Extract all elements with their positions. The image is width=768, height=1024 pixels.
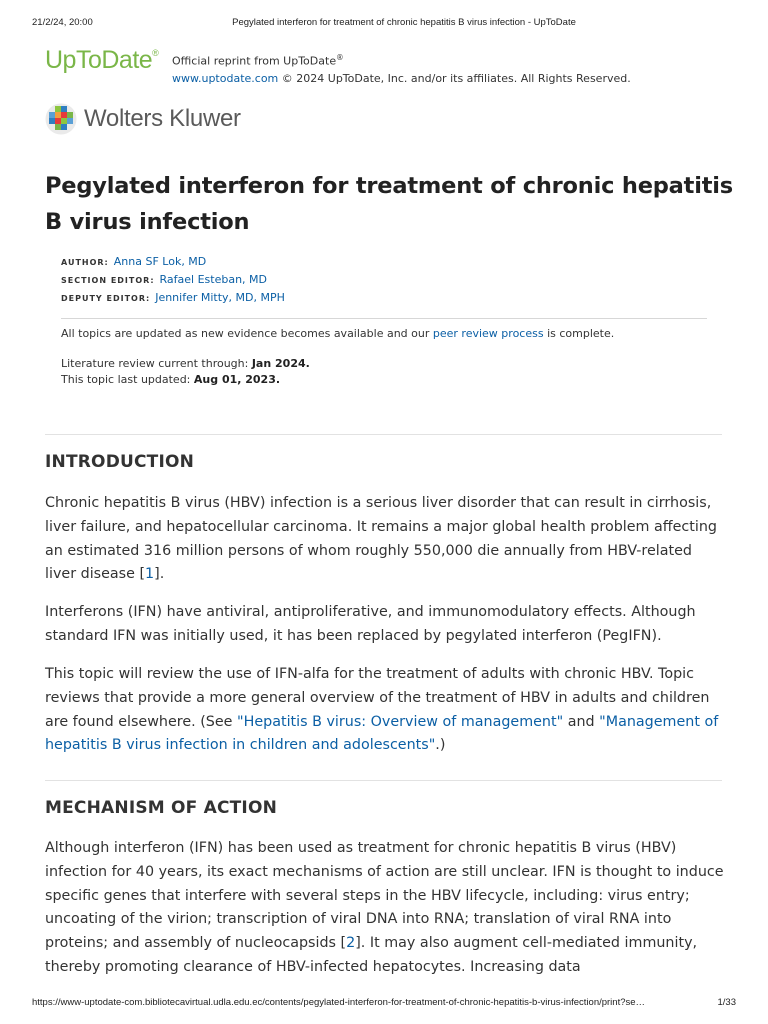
print-page-title: Pegylated interferon for treatment of chronic hepatitis B virus infection - UpToDate <box>232 17 576 28</box>
heading-introduction: INTRODUCTION <box>45 452 195 472</box>
wolters-kluwer-wordmark: Wolters Kluwer <box>84 105 241 132</box>
peer-review-link[interactable]: peer review process <box>432 327 544 340</box>
wolters-kluwer-mosaic-icon <box>45 103 77 135</box>
credit-role: DEPUTY EDITOR: <box>61 294 151 303</box>
lit-review-label: Literature review current through: <box>61 357 252 370</box>
reference-link-1[interactable]: 1 <box>145 566 155 583</box>
update-notice <box>61 325 614 342</box>
print-url: https://www-uptodate-com.bibliotecavirtual.udla.edu.ec/contents/pegylated-interferon-for-treatment-of-chronic-hepatitis-b-virus-infection/print?se… <box>32 997 646 1008</box>
page-number: 1/33 <box>717 997 736 1008</box>
notice-text-after: is complete. <box>543 327 615 340</box>
hbv-children-link[interactable]: "Management of hepatitis B virus infection in children and adolescents" <box>45 713 719 754</box>
last-updated-line <box>61 372 310 388</box>
intro-p3-text-c: .) <box>435 737 446 754</box>
intro-paragraph-3 <box>45 663 725 758</box>
intro-p1-text: Chronic hepatitis B virus (HBV) infection is a serious liver disorder that can result in cirrhosis, liver failure, and hepatocellular carcinoma. It remains a major global health problem affecting an estimated 316 million persons of whom roughly 550,000 die annually from HBV-related liver disease [ <box>45 495 717 583</box>
section-editor-link[interactable]: Rafael Esteban, MD <box>159 273 268 286</box>
intro-p3-text-b: and <box>563 713 600 730</box>
print-footer <box>32 997 736 1009</box>
credit-deputy-editor <box>61 289 285 307</box>
copyright-text: © 2024 UpToDate, Inc. and/or its affiliates. All Rights Reserved. <box>278 71 631 85</box>
credit-role: AUTHOR: <box>61 258 109 267</box>
literature-review-line <box>61 356 310 372</box>
uptodate-logo-text: UpToDate <box>45 46 153 74</box>
reprint-registered-mark: ® <box>336 53 344 62</box>
intro-paragraph-1 <box>45 492 725 587</box>
reprint-line: Official reprint from UpToDate <box>172 54 337 68</box>
uptodate-site-link[interactable]: www.uptodate.com <box>172 71 279 85</box>
heading-mechanism-of-action: MECHANISM OF ACTION <box>45 798 278 818</box>
credit-role: SECTION EDITOR: <box>61 276 155 285</box>
print-header <box>32 17 736 29</box>
article-title: Pegylated interferon for treatment of chronic hepatitis B virus infection <box>45 173 733 235</box>
mechanism-p1-text: Although interferon (IFN) has been used as treatment for chronic hepatitis B virus (HBV) infection for 40 years, its exact mechanisms of action are still unclear. IFN is thought to induce specific genes that interfere with several steps in the HBV lifecycle, including: virus entry; uncoating of the virion; transcription of viral DNA into RNA; translation of viral RNA into proteins; and assembly of nucleocapsids [ <box>45 840 724 952</box>
hbv-overview-link[interactable]: "Hepatitis B virus: Overview of management" <box>237 713 564 730</box>
article-credits <box>61 253 285 307</box>
last-updated-value: Aug 01, 2023. <box>193 373 281 386</box>
registered-mark: ® <box>152 48 159 58</box>
intro-p1-end: ]. <box>154 566 165 583</box>
deputy-editor-link[interactable]: Jennifer Mitty, MD, MPH <box>155 291 285 304</box>
review-dates <box>61 356 310 388</box>
notice-text-before: All topics are updated as new evidence becomes available and our <box>61 327 433 340</box>
reprint-notice <box>172 49 631 87</box>
author-link[interactable]: Anna SF Lok, MD <box>113 255 207 268</box>
intro-p3-text-a: This topic will review the use of IFN-alfa for the treatment of adults with chronic HBV. Topic reviews that provide a more general overview of the treatment of HBV in adults and children are found elsewhere. (See <box>45 666 710 730</box>
section-divider <box>45 434 722 435</box>
mechanism-p1-end: ]. It may also augment cell-mediated immunity, thereby promoting clearance of HBV-infected hepatocytes. Increasing data <box>45 935 698 975</box>
lit-review-value: Jan 2024. <box>251 357 310 370</box>
credit-author <box>61 253 285 271</box>
section-divider <box>45 780 722 781</box>
last-updated-label: This topic last updated: <box>61 373 194 386</box>
uptodate-logo[interactable] <box>45 46 158 75</box>
credit-section-editor <box>61 271 285 289</box>
divider <box>61 318 707 319</box>
print-timestamp: 21/2/24, 20:00 <box>32 17 93 28</box>
mechanism-paragraph-1 <box>45 837 725 980</box>
reference-link-2[interactable]: 2 <box>346 935 356 952</box>
intro-paragraph-2: Interferons (IFN) have antiviral, antiproliferative, and immunomodulatory effects. Although standard IFN was initially used, it has been replaced by pegylated interferon (PegIFN). <box>45 604 696 644</box>
